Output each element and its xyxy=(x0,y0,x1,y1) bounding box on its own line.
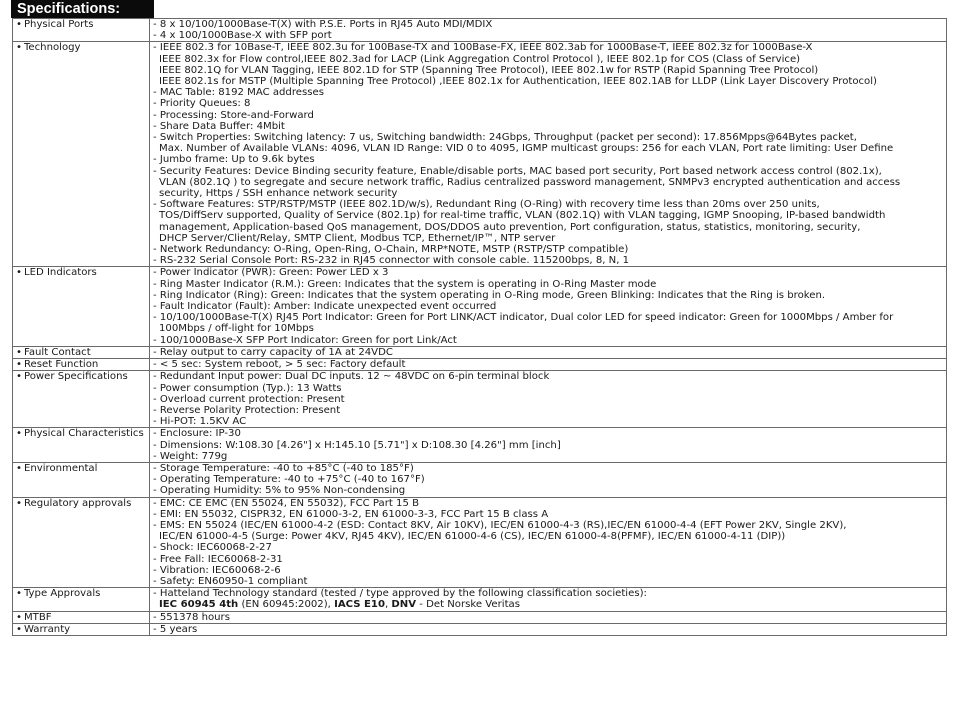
bullet-icon: • xyxy=(16,428,22,440)
approval-standard-name: IEC 60945 4th xyxy=(159,599,239,611)
spec-value-cell xyxy=(150,371,947,428)
spec-value-line: - 100/1000Base-X SFP Port Indicator: Green for port Link/Act xyxy=(153,334,457,346)
spec-value-line: - 4 x 100/1000Base-X with SFP port xyxy=(153,30,332,42)
spec-value-line: - Shock: IEC60068-2-27 xyxy=(153,542,272,554)
spec-label-cell xyxy=(13,371,150,428)
spec-value-line: - Vibration: IEC60068-2-6 xyxy=(153,564,281,576)
spec-value-cell xyxy=(150,267,947,346)
spec-value-line: IEC/EN 61000-4-5 (Surge: Power 4KV, RJ45 4KV), IEC/EN 61000-4-6 (CS), IEC/EN 61000-4-8(PFMF), IEC/EN 61000-4-11 (DIP)) xyxy=(159,531,786,543)
spec-label-cell xyxy=(13,623,150,635)
spec-value-line: - Reverse Polarity Protection: Present xyxy=(153,404,341,416)
bullet-icon: • xyxy=(16,42,22,54)
spec-row-regulatory-approvals xyxy=(13,497,947,588)
spec-value-line: - Priority Queues: 8 xyxy=(153,98,251,110)
spec-value-line: - Free Fall: IEC60068-2-31 xyxy=(153,553,283,565)
spec-row-reset-function xyxy=(13,359,947,371)
spec-label: Technology xyxy=(23,42,81,54)
spec-value-line: - Processing: Store-and-Forward xyxy=(153,109,314,121)
spec-value-line: - Dimensions: W:108.30 [4.26"] x H:145.10 [5.71"] x D:108.30 [4.26"] mm [inch] xyxy=(153,439,561,451)
spec-label: Fault Contact xyxy=(23,346,91,358)
spec-value-line: TOS/DiffServ supported, Quality of Service (802.1p) for real-time traffic, VLAN (802.1Q) with VLAN tagging, IGMP Snooping, IP-based bandwidth xyxy=(159,210,886,222)
spec-value-line: - < 5 sec: System reboot, > 5 sec: Factory default xyxy=(153,359,406,371)
bullet-icon: • xyxy=(16,359,22,371)
spec-value-line: - 551378 hours xyxy=(153,611,230,623)
spec-value-cell xyxy=(150,19,947,42)
spec-label: Warranty xyxy=(23,623,71,635)
bullet-icon: • xyxy=(16,267,22,279)
spec-value-line: management, Application-based QoS management, DOS/DDOS auto prevention, Port configuration, status, statistics, monitoring, security, xyxy=(159,221,861,233)
spec-value-line: IEEE 802.1s for MSTP (Multiple Spanning Tree Protocol) ,IEEE 802.1x for Authentication, IEEE 802.1AB for LLDP (Link Layer Discovery Protocol) xyxy=(159,76,877,88)
spec-value-cell xyxy=(150,359,947,371)
spec-value-cell xyxy=(150,346,947,358)
spec-value-line: - RS-232 Serial Console Port: RS-232 in RJ45 connector with console cable. 115200bps, 8, N, 1 xyxy=(153,255,630,267)
spec-row-technology xyxy=(13,42,947,267)
specifications-table-body xyxy=(13,19,947,636)
spec-label-cell xyxy=(13,267,150,346)
spec-value-line: security, Https / SSH enhance network security xyxy=(159,188,398,200)
spec-value-line: - EMC: CE EMC (EN 55024, EN 55032), FCC Part 15 B xyxy=(153,497,419,509)
spec-label-cell xyxy=(13,19,150,42)
spec-label-cell xyxy=(13,497,150,588)
spec-value-line: - Fault Indicator (Fault): Amber: Indicate unexpected event occurred xyxy=(153,301,497,313)
spec-row-led-indicators xyxy=(13,267,947,346)
bullet-icon: • xyxy=(16,623,22,635)
spec-value-line: - Weight: 779g xyxy=(153,450,228,462)
approval-standard-name: IACS E10 xyxy=(334,599,385,611)
spec-label: Physical Characteristics xyxy=(23,428,144,440)
bullet-icon: • xyxy=(16,19,22,30)
spec-value-line: - Enclosure: IP-30 xyxy=(153,428,241,440)
spec-label: Type Approvals xyxy=(23,588,101,600)
spec-label-cell xyxy=(13,42,150,267)
spec-label-cell xyxy=(13,588,150,611)
spec-value-line: - 5 years xyxy=(153,623,198,635)
spec-row-fault-contact xyxy=(13,346,947,358)
spec-value-line: IEEE 802.3x for Flow control,IEEE 802.3ad for LACP (Link Aggregation Control Protocol ), IEEE 802.1p for COS (Class of Service) xyxy=(159,53,801,65)
spec-label-cell xyxy=(13,462,150,497)
spec-value-line: VLAN (802.1Q ) to segregate and secure network traffic, Radius centralized password management, SNMPv3 encrypted authentication and access xyxy=(159,176,901,188)
spec-value-line: DHCP Server/Client/Relay, SMTP Client, Modbus TCP, Ethernet/IP™, NTP server xyxy=(159,232,556,244)
spec-value-line: - Share Data Buffer: 4Mbit xyxy=(153,120,285,132)
spec-label-cell xyxy=(13,346,150,358)
spec-label-cell xyxy=(13,428,150,463)
spec-value-line: - Software Features: STP/RSTP/MSTP (IEEE 802.1D/w/s), Redundant Ring (O-Ring) with recovery time less than 20ms over 250 units, xyxy=(153,199,820,211)
spec-value-cell xyxy=(150,428,947,463)
spec-value-line: - Network Redundancy: O-Ring, Open-Ring, O-Chain, MRP*NOTE, MSTP (RSTP/STP compatible) xyxy=(153,244,629,256)
spec-value-line: - Redundant Input power: Dual DC inputs. 12 ~ 48VDC on 6-pin terminal block xyxy=(153,371,550,383)
type-approval-standards-line xyxy=(153,599,946,610)
spec-value-line: - Safety: EN60950-1 compliant xyxy=(153,575,308,587)
approval-standard-text: - Det Norske Veritas xyxy=(416,599,520,611)
spec-value-line: - Operating Temperature: -40 to +75°C (-40 to 167°F) xyxy=(153,474,425,486)
spec-label: Reset Function xyxy=(23,359,99,371)
spec-value-line: - 8 x 10/100/1000Base-T(X) with P.S.E. Ports in RJ45 Auto MDI/MDIX xyxy=(153,19,493,30)
spec-value-line: - Ring Master Indicator (R.M.): Green: Indicates that the system is operating in O-Ring Master mode xyxy=(153,278,657,290)
spec-value-cell xyxy=(150,588,947,611)
bullet-icon: • xyxy=(16,371,22,383)
specifications-table xyxy=(12,18,947,636)
spec-row-physical-ports xyxy=(13,19,947,42)
spec-value-line: - Hi-POT: 1.5KV AC xyxy=(153,416,247,428)
spec-label: Physical Ports xyxy=(23,19,94,30)
spec-value-cell xyxy=(150,497,947,588)
spec-value-line: - Ring Indicator (Ring): Green: Indicates that the system operating in O-Ring mode, Green Blinking: Indicates that the Ring is broken. xyxy=(153,289,826,301)
approval-standard-text: , xyxy=(384,599,392,611)
spec-label-cell xyxy=(13,611,150,623)
spec-label: Regulatory approvals xyxy=(23,497,132,509)
spec-value-line: - Storage Temperature: -40 to +85°C (-40 to 185°F) xyxy=(153,462,414,474)
spec-value-line: - EMS: EN 55024 (IEC/EN 61000-4-2 (ESD: Contact 8KV, Air 10KV), IEC/EN 61000-4-3 (RS),IEC/EN 61000-4-4 (EFT Power 2KV, Single 2KV), xyxy=(153,519,847,531)
spec-value-line: 100Mbps / off-light for 10Mbps xyxy=(159,323,314,335)
spec-value-line: - Power Indicator (PWR): Green: Power LED x 3 xyxy=(153,267,389,279)
spec-value-cell xyxy=(150,623,947,635)
spec-row-warranty xyxy=(13,623,947,635)
spec-row-environmental xyxy=(13,462,947,497)
spec-value-line: - 10/100/1000Base-T(X) RJ45 Port Indicator: Green for Port LINK/ACT indicator, Dual color LED for speed indicator: Green for 1000Mbps / Amber for xyxy=(153,312,894,324)
spec-label: Power Specifications xyxy=(23,371,128,383)
approval-standard-name: DNV xyxy=(391,599,417,611)
spec-row-type-approvals xyxy=(13,588,947,611)
spec-row-power-specifications xyxy=(13,371,947,428)
spec-value-line: - EMI: EN 55032, CISPR32, EN 61000-3-2, EN 61000-3-3, FCC Part 15 B class A xyxy=(153,508,549,520)
bullet-icon: • xyxy=(16,462,22,474)
spec-value-line: - Relay output to carry capacity of 1A at 24VDC xyxy=(153,346,393,358)
spec-label: Environmental xyxy=(23,462,98,474)
spec-value-line: - Jumbo frame: Up to 9.6k bytes xyxy=(153,154,315,166)
spec-value-line: IEEE 802.1Q for VLAN Tagging, IEEE 802.1D for STP (Spanning Tree Protocol), IEEE 802.1w for RSTP (Rapid Spanning Tree Protocol) xyxy=(159,64,819,76)
spec-value-cell xyxy=(150,462,947,497)
spec-value-line: - Operating Humidity: 5% to 95% Non-condensing xyxy=(153,485,406,497)
spec-value-line: - Power consumption (Typ.): 13 Watts xyxy=(153,382,342,394)
spec-label-cell xyxy=(13,359,150,371)
bullet-icon: • xyxy=(16,611,22,623)
bullet-icon: • xyxy=(16,588,22,600)
spec-label: MTBF xyxy=(23,611,52,623)
spec-row-physical-characteristics xyxy=(13,428,947,463)
spec-value-line: - MAC Table: 8192 MAC addresses xyxy=(153,87,324,99)
bullet-icon: • xyxy=(16,497,22,509)
spec-value-line: - Overload current protection: Present xyxy=(153,393,345,405)
spec-label: LED Indicators xyxy=(23,267,97,279)
bullet-icon: • xyxy=(16,346,22,358)
spec-value-line: Max. Number of Available VLANs: 4096, VLAN ID Range: VID 0 to 4095, IGMP multicast groups: 256 for each VLAN, Port rate limiting: User Define xyxy=(159,143,894,155)
spec-value-cell xyxy=(150,611,947,623)
approval-standard-text: (EN 60945:2002), xyxy=(238,599,335,611)
spec-row-mtbf xyxy=(13,611,947,623)
specifications-heading: Specifications: xyxy=(11,0,154,18)
spec-value-cell xyxy=(150,42,947,267)
spec-value-line: - IEEE 802.3 for 10Base-T, IEEE 802.3u for 100Base-TX and 100Base-FX, IEEE 802.3ab for 1000Base-T, IEEE 802.3z for 1000Base-X xyxy=(153,42,813,54)
spec-value-line: - Hatteland Technology standard (tested / type approved by the following classification societies): xyxy=(153,588,647,600)
spec-value-line: - Security Features: Device Binding security feature, Enable/disable ports, MAC based port security, Port based network access control (802.1x), xyxy=(153,165,882,177)
spec-value-line: - Switch Properties: Switching latency: 7 us, Switching bandwidth: 24Gbps, Throughput (packet per second): 17.856Mpps@64Bytes packet, xyxy=(153,132,857,144)
